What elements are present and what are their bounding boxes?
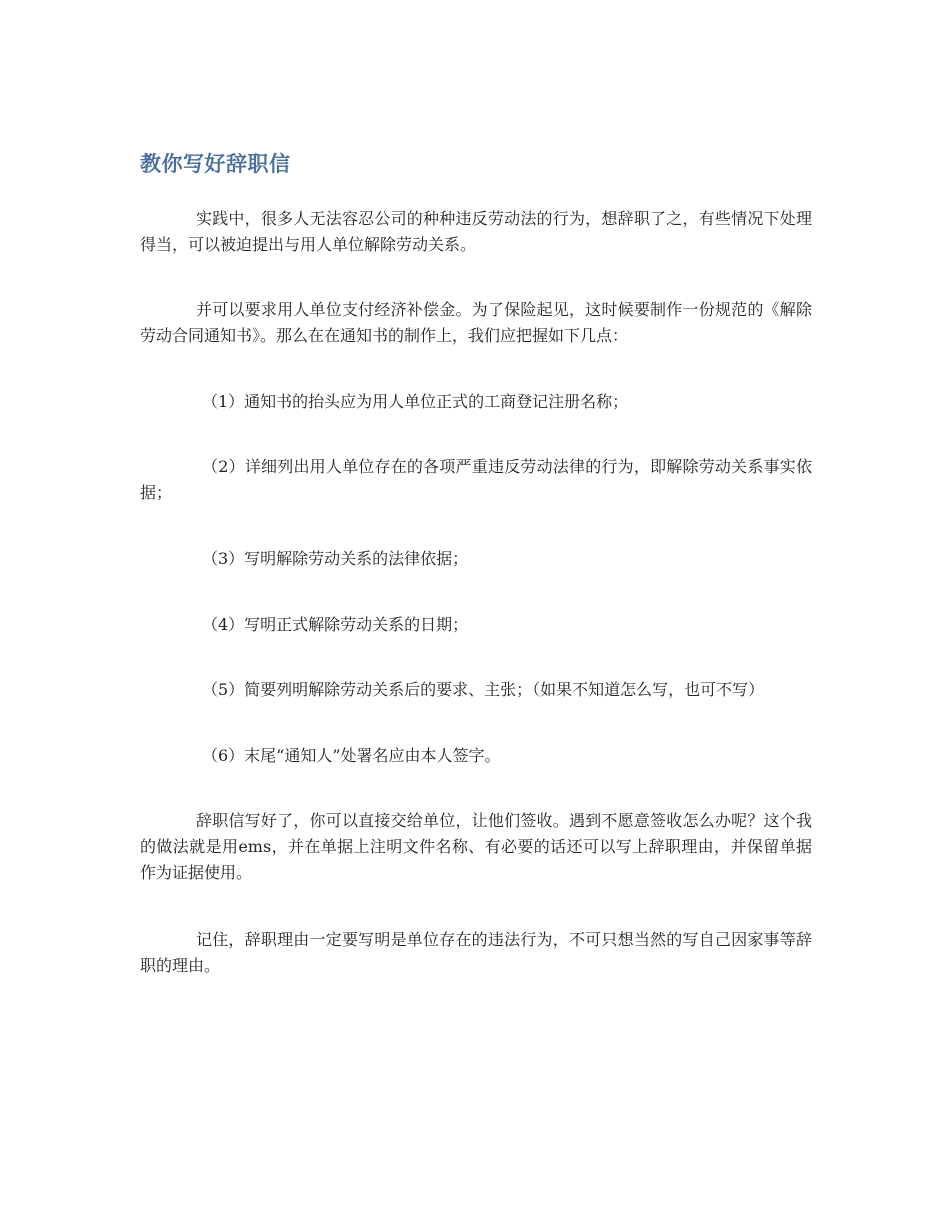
paragraph-reminder: 记住，辞职理由一定要写明是单位存在的违法行为，不可只想当然的写自己因家事等辞职的理由。 <box>140 930 812 975</box>
list-item-4: （4）写明正式解除劳动关系的日期； <box>202 615 469 634</box>
paragraph-compensation: 并可以要求用人单位支付经济补偿金。为了保险起见，这时候要制作一份规范的《解除劳动合同通知书》。那么在在通知书的制作上，我们应把握如下几点： <box>140 300 812 345</box>
list-item-3: （3）写明解除劳动关系的法律依据； <box>202 549 469 568</box>
document-title: 教你写好辞职信 <box>140 152 291 176</box>
list-item-2: （2）详细列出用人单位存在的各项严重违反劳动法律的行为，即解除劳动关系事实依据； <box>140 457 812 502</box>
list-item-1: （1）通知书的抬头应为用人单位正式的工商登记注册名称； <box>202 392 629 411</box>
document-page <box>140 0 812 1229</box>
paragraph-intro: 实践中，很多人无法容忍公司的种种违反劳动法的行为，想辞职了之，有些情况下处理得当，可以被迫提出与用人单位解除劳动关系。 <box>140 209 812 254</box>
list-item-6: （6）末尾“通知人”处署名应由本人签字。 <box>202 746 501 765</box>
list-item-5: （5）简要列明解除劳动关系后的要求、主张；（如果不知道怎么写，也可不写） <box>202 680 765 699</box>
paragraph-delivery: 辞职信写好了，你可以直接交给单位，让他们签收。遇到不愿意签收怎么办呢？这个我的做法就是用ems，并在单据上注明文件名称、有必要的话还可以写上辞职理由，并保留单据作为证据使用。 <box>140 811 812 882</box>
